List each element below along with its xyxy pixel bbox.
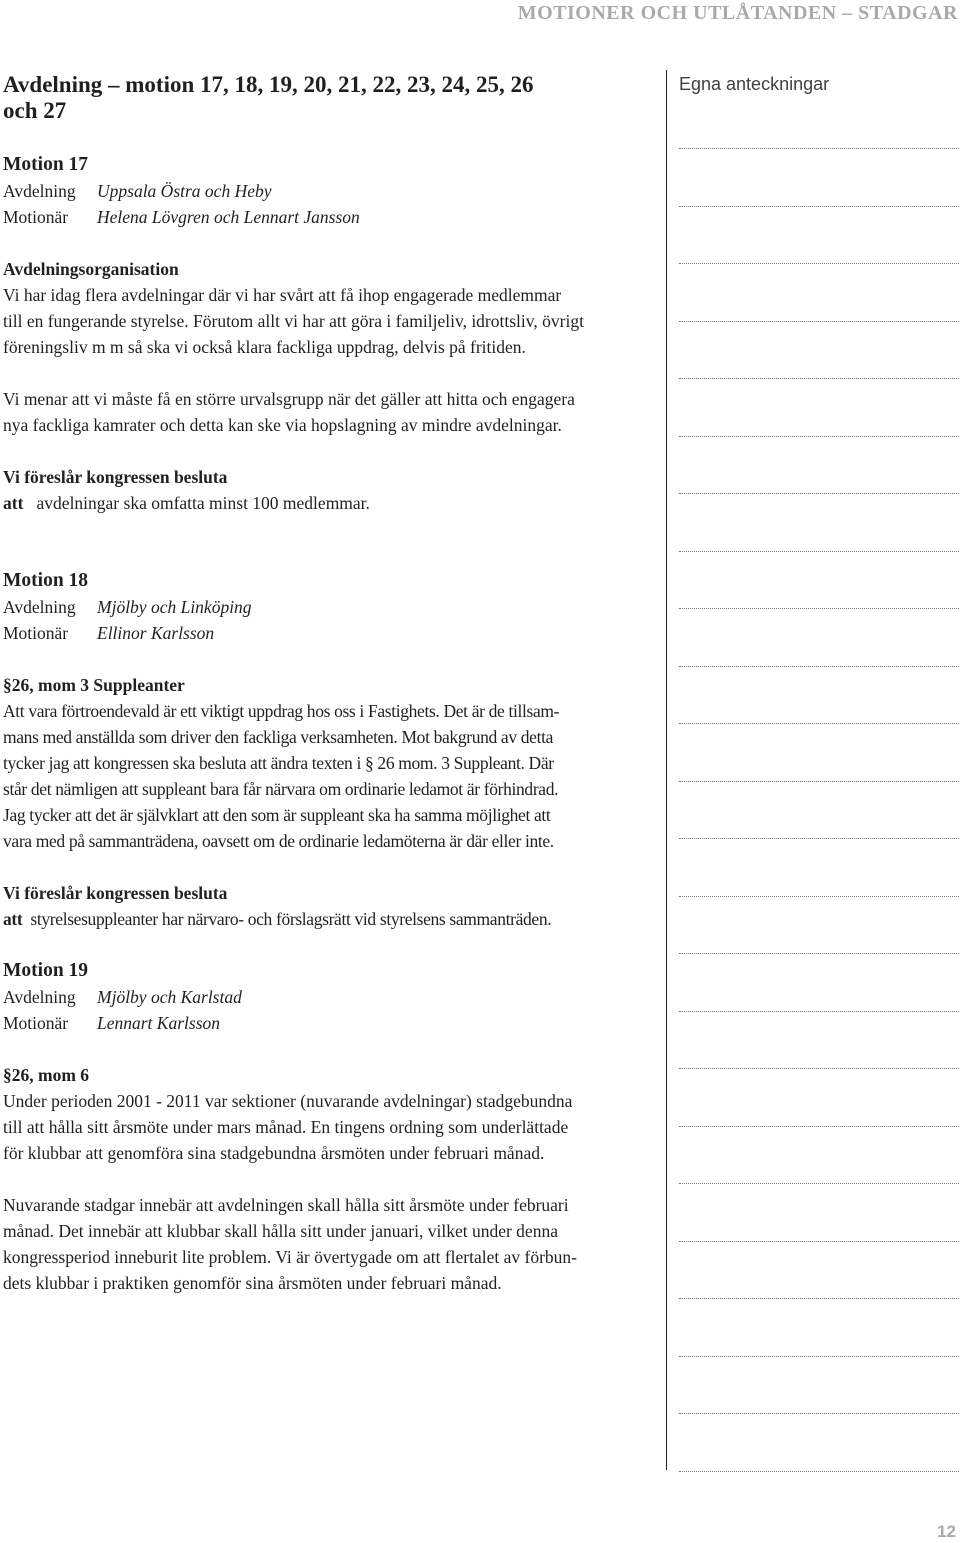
avdelning-row: [3, 594, 659, 620]
motion-18: [3, 568, 659, 932]
motion-heading: Motion 18: [3, 570, 89, 591]
avdelning-value: Mjölby och Linköping: [97, 597, 252, 617]
att-clause: [3, 906, 659, 932]
motion-19: [3, 958, 659, 1296]
motionar-value: Lennart Karlsson: [97, 1013, 221, 1033]
notes-title: Egna anteckningar: [679, 74, 830, 94]
text-line: till en fungerande styrelse. Förutom allt vi har att göra i familjeliv, idrottsliv, övrigt: [3, 311, 584, 331]
note-line: [679, 321, 960, 322]
text-line: till att hålla sitt årsmöte under mars månad. En tingens ordning som underlättade: [3, 1117, 569, 1137]
running-header: MOTIONER OCH UTLÅTANDEN – STADGAR: [517, 2, 958, 24]
text-line: vara med på sammanträdena, oavsett om de ordinarie ledamöterna är där eller inte.: [3, 831, 554, 851]
note-line: [679, 1298, 960, 1299]
body-paragraph: [3, 1192, 659, 1296]
att-word: att: [3, 909, 23, 929]
avdelning-value: Uppsala Östra och Heby: [97, 181, 272, 201]
avdelning-value: Mjölby och Karlstad: [97, 987, 242, 1007]
text-line: Att vara förtroendevald är ett viktigt uppdrag hos oss i Fastighets. Det är de tillsam-: [3, 701, 560, 721]
body-paragraph: [3, 1088, 659, 1166]
text-line: står det nämligen att suppleant bara får närvara om ordinarie ledamot är förhindrad.: [3, 779, 559, 799]
avdelning-label: Avdelning: [3, 597, 76, 617]
text-line: månad. Det innebär att klubbar skall hålla sitt under januari, vilket under denna: [3, 1221, 558, 1241]
text-line: Jag tycker att det är självklart att den som är suppleant ska ha samma möjlighet att: [3, 805, 551, 825]
note-line: [679, 1126, 960, 1127]
note-line: [679, 1471, 960, 1472]
body-paragraph: [3, 386, 659, 438]
note-line: [679, 666, 960, 667]
note-line: [679, 1183, 960, 1184]
note-line: [679, 1241, 960, 1242]
page-title-line: Avdelning – motion 17, 18, 19, 20, 21, 22, 23, 24, 25, 26: [3, 72, 534, 97]
body-paragraph: [3, 282, 659, 360]
note-line: [679, 781, 960, 782]
page-title: [3, 72, 659, 124]
avdelning-label: Avdelning: [3, 181, 76, 201]
text-line: Nuvarande stadgar innebär att avdelningen skall hålla sitt årsmöte under februari: [3, 1195, 569, 1215]
section-heading: Avdelningsorganisation: [3, 259, 179, 279]
note-line: [679, 436, 960, 437]
page-title-line: och 27: [3, 98, 67, 123]
att-text: avdelningar ska omfatta minst 100 medlemmar.: [36, 493, 370, 513]
motionar-row: [3, 204, 659, 230]
att-text: styrelsesuppleanter har närvaro- och förslagsrätt vid styrelsens sammanträden.: [30, 909, 552, 929]
motion-heading: Motion 17: [3, 154, 89, 175]
main-content: [3, 72, 659, 1296]
text-line: mans med anställda som driver den fackliga verksamheten. Mot bakgrund av detta: [3, 727, 554, 747]
notes-column: [666, 70, 960, 1470]
note-line: [679, 838, 960, 839]
text-line: tycker jag att kongressen ska besluta att ändra texten i § 26 mom. 3 Suppleant. Där: [3, 753, 554, 773]
text-line: föreningsliv m m så ska vi också klara fackliga uppdrag, delvis på fritiden.: [3, 337, 526, 357]
note-line: [679, 723, 960, 724]
motionar-row: [3, 1010, 659, 1036]
proposal-heading: Vi föreslår kongressen besluta: [3, 883, 228, 903]
text-line: Vi menar att vi måste få en större urvalsgrupp när det gäller att hitta och engagera: [3, 389, 575, 409]
note-line: [679, 953, 960, 954]
motionar-value: Ellinor Karlsson: [97, 623, 215, 643]
motion-17: [3, 152, 659, 516]
note-line: [679, 896, 960, 897]
text-line: för klubbar att genomföra sina stadgebundna årsmöten under februari månad.: [3, 1143, 545, 1163]
motionar-label: Motionär: [3, 1013, 69, 1033]
att-clause: [3, 490, 659, 516]
note-line: [679, 493, 960, 494]
motion-heading: Motion 19: [3, 960, 89, 981]
text-line: kongressperiod inneburit lite problem. Vi är övertygade om att flertalet av förbun-: [3, 1247, 578, 1267]
note-line: [679, 263, 960, 264]
note-line: [679, 1068, 960, 1069]
note-line: [679, 608, 960, 609]
proposal-heading: Vi föreslår kongressen besluta: [3, 467, 228, 487]
motionar-value: Helena Lövgren och Lennart Jansson: [97, 207, 360, 227]
page-number: 12: [937, 1522, 956, 1541]
text-line: dets klubbar i praktiken genomför sina årsmöten under februari månad.: [3, 1273, 502, 1293]
note-line: [679, 148, 960, 149]
avdelning-row: [3, 178, 659, 204]
motionar-row: [3, 620, 659, 646]
note-line: [679, 206, 960, 207]
note-line: [679, 1413, 960, 1414]
avdelning-row: [3, 984, 659, 1010]
note-line: [679, 1011, 960, 1012]
motionar-label: Motionär: [3, 623, 69, 643]
section-heading: §26, mom 6: [3, 1065, 90, 1085]
text-line: nya fackliga kamrater och detta kan ske via hopslagning av mindre avdelningar.: [3, 415, 562, 435]
note-line: [679, 378, 960, 379]
text-line: Under perioden 2001 - 2011 var sektioner (nuvarande avdelningar) stadgebundna: [3, 1091, 573, 1111]
note-line: [679, 1356, 960, 1357]
motionar-label: Motionär: [3, 207, 69, 227]
att-word: att: [3, 493, 24, 513]
avdelning-label: Avdelning: [3, 987, 76, 1007]
text-line: Vi har idag flera avdelningar där vi har svårt att få ihop engagerade medlemmar: [3, 285, 562, 305]
note-line: [679, 551, 960, 552]
section-heading: §26, mom 3 Suppleanter: [3, 675, 185, 695]
body-paragraph: [3, 698, 659, 854]
